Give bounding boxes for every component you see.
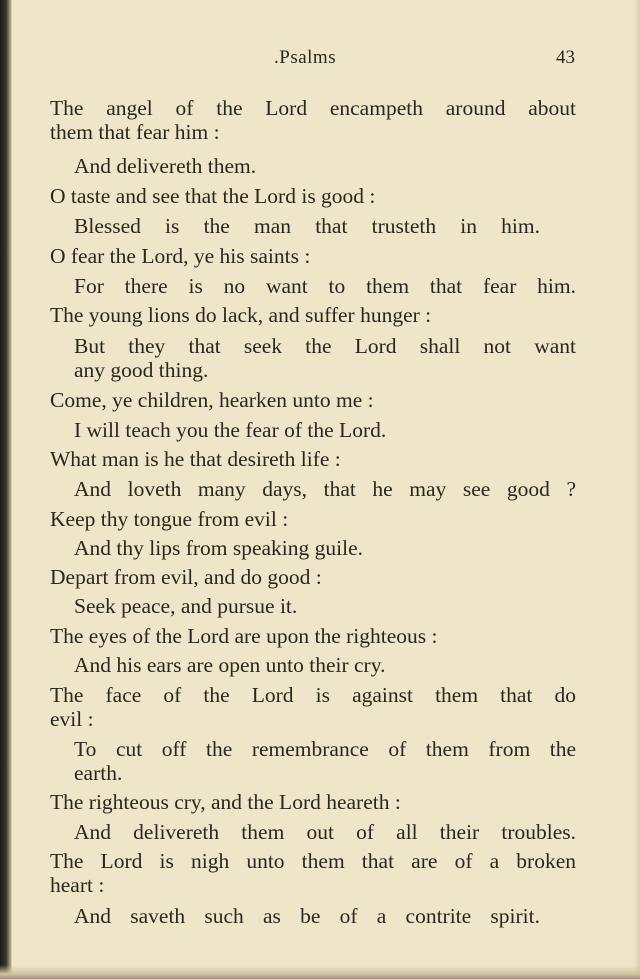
verse-line: The righteous cry, and the Lord heareth : xyxy=(50,790,401,814)
verse-line-response: And delivereth them. xyxy=(74,154,257,178)
verse-line-response: Seek peace, and pursue it. xyxy=(74,594,298,618)
verse-line-continuation: earth. xyxy=(74,761,123,785)
running-head-title: .Psalms xyxy=(274,47,337,68)
page-number: 43 xyxy=(556,47,575,68)
verse-line: Depart from evil, and do good : xyxy=(50,565,322,589)
verse-line-continuation: any good thing. xyxy=(74,358,209,382)
verse-line: The young lions do lack, and suffer hunger : xyxy=(50,303,432,327)
verse-line: O taste and see that the Lord is good : xyxy=(50,184,376,208)
verse-line-continuation: heart : xyxy=(50,873,105,897)
verse-line-response: I will teach you the fear of the Lord. xyxy=(74,418,387,442)
verse-line-response: And loveth many days, that he may see good ? xyxy=(74,477,576,501)
verse-line-response: And saveth such as be of a contrite spirit. xyxy=(74,904,540,928)
verse-line-response: And his ears are open unto their cry. xyxy=(74,653,386,677)
verse-line-response: Blessed is the man that trusteth in him. xyxy=(74,214,540,238)
verse-line-response: But they that seek the Lord shall not want xyxy=(74,334,576,358)
verse-line-response: To cut off the remembrance of them from the xyxy=(74,737,576,761)
verse-line: Come, ye children, hearken unto me : xyxy=(50,388,374,412)
verse-line: Keep thy tongue from evil : xyxy=(50,507,289,531)
verse-line: The eyes of the Lord are upon the righteous : xyxy=(50,624,438,648)
verse-line-response: And delivereth them out of all their troubles. xyxy=(74,820,576,844)
verse-line-response: For there is no want to them that fear him. xyxy=(74,274,576,298)
verse-line: The face of the Lord is against them that do xyxy=(50,683,576,707)
page-bottom-edge xyxy=(0,965,640,979)
verse-line-continuation: them that fear him : xyxy=(50,120,220,144)
verse-line-continuation: evil : xyxy=(50,707,94,731)
binding-edge xyxy=(0,0,12,979)
verse-line: The Lord is nigh unto them that are of a broken xyxy=(50,849,576,873)
page-right-edge xyxy=(634,0,640,979)
verse-line: The angel of the Lord encampeth around about xyxy=(50,96,576,120)
verse-line: What man is he that desireth life : xyxy=(50,447,341,471)
verse-line: O fear the Lord, ye his saints : xyxy=(50,244,311,268)
verse-line-response: And thy lips from speaking guile. xyxy=(74,536,364,560)
